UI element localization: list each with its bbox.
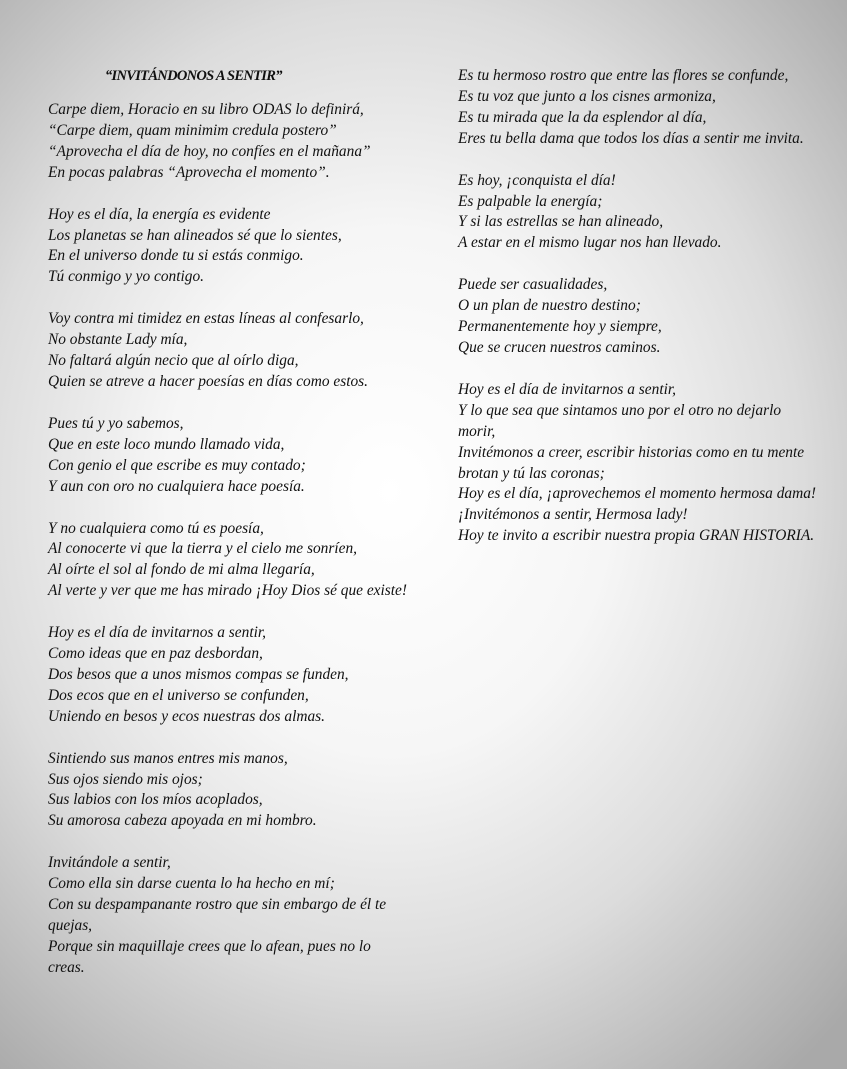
poem-line: Hoy es el día, ¡aprovechemos el momento hermosa dama!	[458, 485, 817, 503]
poem-line: Hoy es el día, la energía es evidente	[48, 205, 271, 223]
poem-line: Como ella sin darse cuenta lo ha hecho en mí;	[48, 875, 335, 893]
poem-line: Y no cualquiera como tú es poesía,	[48, 519, 264, 537]
poem-line: Y aun con oro no cualquiera hace poesía.	[48, 477, 305, 495]
poem-line: Pues tú y yo sabemos,	[48, 414, 184, 432]
poem-line: Voy contra mi timidez en estas líneas al confesarlo,	[48, 310, 364, 328]
poem-line: ¡Invitémonos a sentir, Hermosa lady!	[458, 506, 688, 524]
stanza	[48, 414, 410, 498]
poem-line: Uniendo en besos y ecos nuestras dos almas.	[48, 707, 326, 725]
poem-line: Permanentemente hoy y siempre,	[458, 318, 662, 336]
poem-line: Hoy te invito a escribir nuestra propia GRAN HISTORIA.	[458, 527, 815, 545]
poem-line: Carpe diem, Horacio en su libro ODAS lo definirá,	[48, 101, 364, 118]
poem-line: Y lo que sea que sintamos uno por el otro no dejarlo morir,	[458, 401, 782, 440]
poem-line: Eres tu bella dama que todos los días a sentir me invita.	[458, 129, 804, 147]
left-column	[48, 66, 410, 1000]
poem-line: Al oírte el sol al fondo de mi alma llegaría,	[48, 561, 315, 579]
poem-line: Es tu hermoso rostro que entre las flores se confunde,	[458, 67, 789, 84]
poem-line: Sus ojos siendo mis ojos;	[48, 770, 203, 788]
poem-line: Es tu voz que junto a los cisnes armoniza,	[458, 87, 716, 105]
stanza	[48, 519, 410, 603]
stanza	[458, 380, 818, 547]
poem-title: “INVITÁNDONOS A SENTIR”	[105, 68, 282, 84]
poem-line: “Aprovecha el día de hoy, no confíes en el mañana”	[48, 142, 371, 160]
poem-line: Su amorosa cabeza apoyada en mi hombro.	[48, 812, 317, 830]
poem-line: Porque sin maquillaje crees que lo afean, pues no lo creas.	[48, 937, 371, 976]
poem-line: Invitándole a sentir,	[48, 854, 171, 872]
stanza	[48, 853, 410, 978]
stanza	[458, 66, 818, 150]
stanza	[48, 749, 410, 833]
poem-line: En el universo donde tu si estás conmigo.	[48, 247, 304, 265]
right-stanzas	[458, 66, 818, 547]
stanza	[458, 171, 818, 255]
poem-line: Y si las estrellas se han alineado,	[458, 213, 664, 231]
poem-line: En pocas palabras “Aprovecha el momento”.	[48, 163, 330, 181]
poem-line: Que en este loco mundo llamado vida,	[48, 435, 285, 453]
stanza	[48, 205, 410, 289]
poem-line: Con genio el que escribe es muy contado;	[48, 456, 306, 474]
poem-line: “Carpe diem, quam minimim credula postero”	[48, 121, 337, 139]
left-stanzas	[48, 100, 410, 979]
stanza	[48, 623, 410, 728]
poem-line: Hoy es el día de invitarnos a sentir,	[48, 624, 267, 642]
stanza	[48, 309, 410, 393]
poem-line: Al conocerte vi que la tierra y el cielo me sonríen,	[48, 540, 358, 558]
poem-line: Tú conmigo y yo contigo.	[48, 268, 205, 286]
stanza	[48, 100, 410, 184]
poem-line: Dos ecos que en el universo se confunden,	[48, 686, 309, 704]
poem-line: Puede ser casualidades,	[458, 276, 608, 294]
poem-line: Como ideas que en paz desbordan,	[48, 645, 263, 663]
poem-line: Hoy es el día de invitarnos a sentir,	[458, 380, 677, 398]
poem-line: Al verte y ver que me has mirado ¡Hoy Dios sé que existe!	[48, 582, 408, 600]
poem-line: Dos besos que a unos mismos compas se funden,	[48, 665, 349, 683]
poem-line: Es hoy, ¡conquista el día!	[458, 171, 616, 189]
poem-line: Que se crucen nuestros caminos.	[458, 338, 661, 356]
stanza	[458, 275, 818, 359]
poem-line: Invitémonos a creer, escribir historias como en tu mente brotan y tú las coronas;	[458, 443, 805, 482]
poem-line: A estar en el mismo lugar nos han llevado.	[458, 234, 722, 252]
poem-line: No obstante Lady mía,	[48, 331, 188, 349]
poem-line: No faltará algún necio que al oírlo diga,	[48, 352, 299, 370]
poem-line: Es palpable la energía;	[458, 192, 603, 210]
right-column	[458, 66, 818, 568]
poem-line: Los planetas se han alineados sé que lo sientes,	[48, 226, 342, 244]
poem-line: Sus labios con los míos acoplados,	[48, 791, 263, 809]
poem-line: Sintiendo sus manos entres mis manos,	[48, 749, 288, 767]
poem-line: Quien se atreve a hacer poesías en días como estos.	[48, 372, 369, 390]
poem-line: Con su despampanante rostro que sin embargo de él te quejas,	[48, 896, 387, 934]
poem-line: Es tu mirada que la da esplendor al día,	[458, 108, 707, 126]
poem-line: O un plan de nuestro destino;	[458, 297, 641, 315]
